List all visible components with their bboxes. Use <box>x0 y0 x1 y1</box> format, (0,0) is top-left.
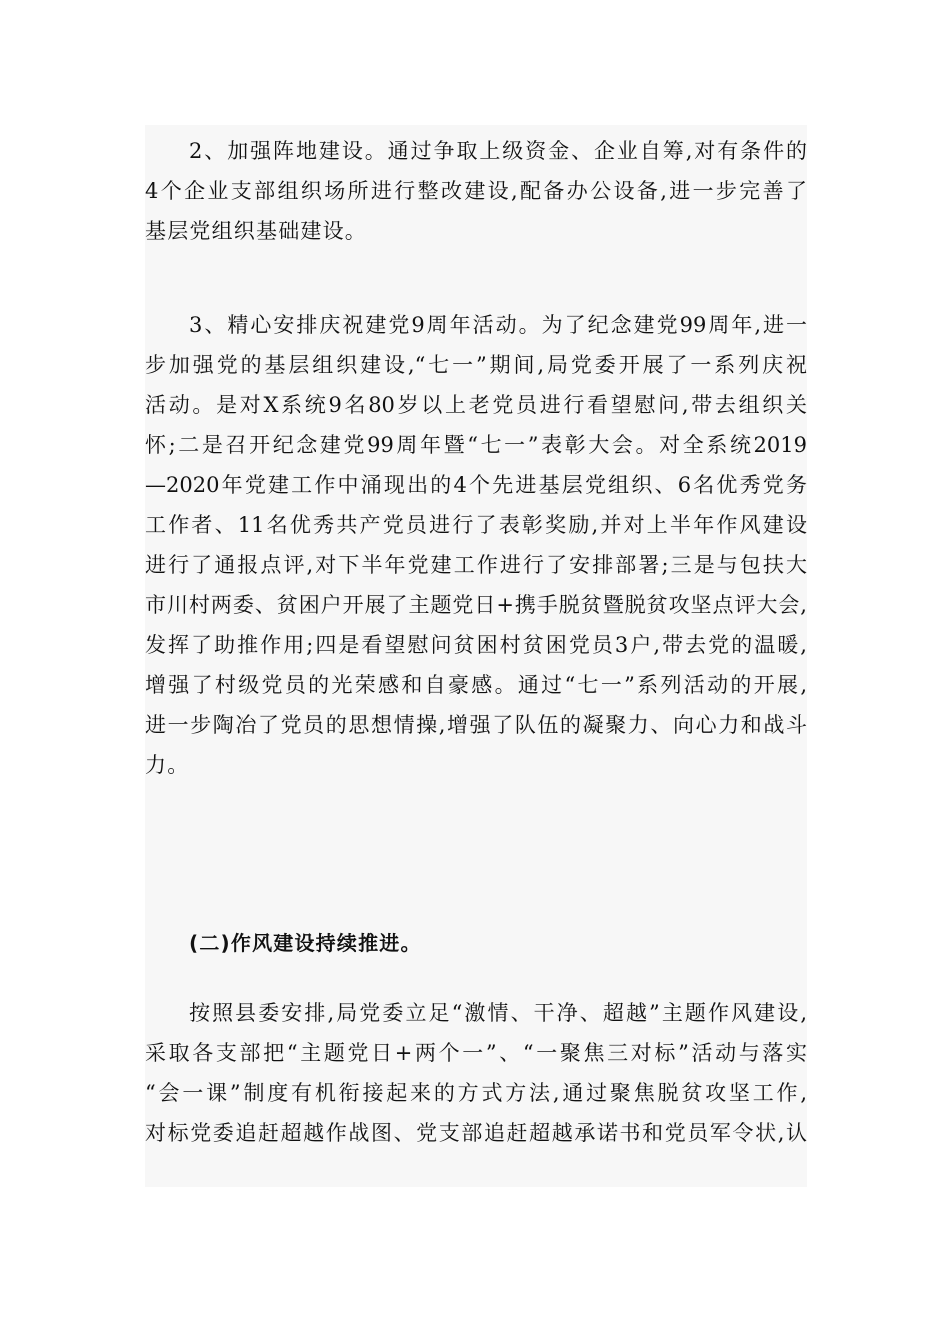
text-line: —2020年党建工作中涌现出的4个先进基层党组织、6名优秀党务 <box>145 473 807 497</box>
text-line: 工作者、11名优秀共产党员进行了表彰奖励,并对上半年作风建设 <box>145 513 807 537</box>
text-line: 3、精心安排庆祝建党9周年活动。为了纪念建党99周年,进一 <box>189 313 807 337</box>
section-heading <box>145 923 807 963</box>
text-line: “会一课”制度有机衔接起来的方式方法,通过聚焦脱贫攻坚工作, <box>145 1081 807 1105</box>
text-line: 基层党组织基础建设。 <box>145 219 367 243</box>
text-line: 进行了通报点评,对下半年党建工作进行了安排部署;三是与包扶大 <box>145 553 807 577</box>
document-page <box>145 125 807 1187</box>
text-line: 市川村两委、贫困户开展了主题党日+携手脱贫暨脱贫攻坚点评大会, <box>145 593 807 617</box>
paragraph-positions-building <box>145 131 807 251</box>
text-line: 增强了村级党员的光荣感和自豪感。通过“七一”系列活动的开展, <box>145 673 807 697</box>
text-line: 步加强党的基层组织建设,“七一”期间,局党委开展了一系列庆祝 <box>145 353 807 377</box>
heading-text: (二)作风建设持续推进。 <box>189 931 422 955</box>
text-line: 2、加强阵地建设。通过争取上级资金、企业自筹,对有条件的 <box>189 139 807 163</box>
text-line: 力。 <box>145 753 190 777</box>
text-line: 进一步陶冶了党员的思想情操,增强了队伍的凝聚力、向心力和战斗 <box>145 713 807 737</box>
paragraph-anniversary-activities <box>145 305 807 785</box>
text-line: 对标党委追赶超越作战图、党支部追赶超越承诺书和党员军令状,认 <box>145 1121 807 1145</box>
paragraph-work-style <box>145 993 807 1153</box>
text-line: 按照县委安排,局党委立足“激情、干净、超越”主题作风建设, <box>189 1001 807 1025</box>
text-line: 怀;二是召开纪念建党99周年暨“七一”表彰大会。对全系统2019 <box>145 433 807 457</box>
text-line: 活动。是对X系统9名80岁以上老党员进行看望慰问,带去组织关 <box>145 393 807 417</box>
text-line: 4个企业支部组织场所进行整改建设,配备办公设备,进一步完善了 <box>145 179 807 203</box>
text-line: 采取各支部把“主题党日+两个一”、“一聚焦三对标”活动与落实 <box>145 1041 807 1065</box>
text-line: 发挥了助推作用;四是看望慰问贫困村贫困党员3户,带去党的温暖, <box>145 633 807 657</box>
